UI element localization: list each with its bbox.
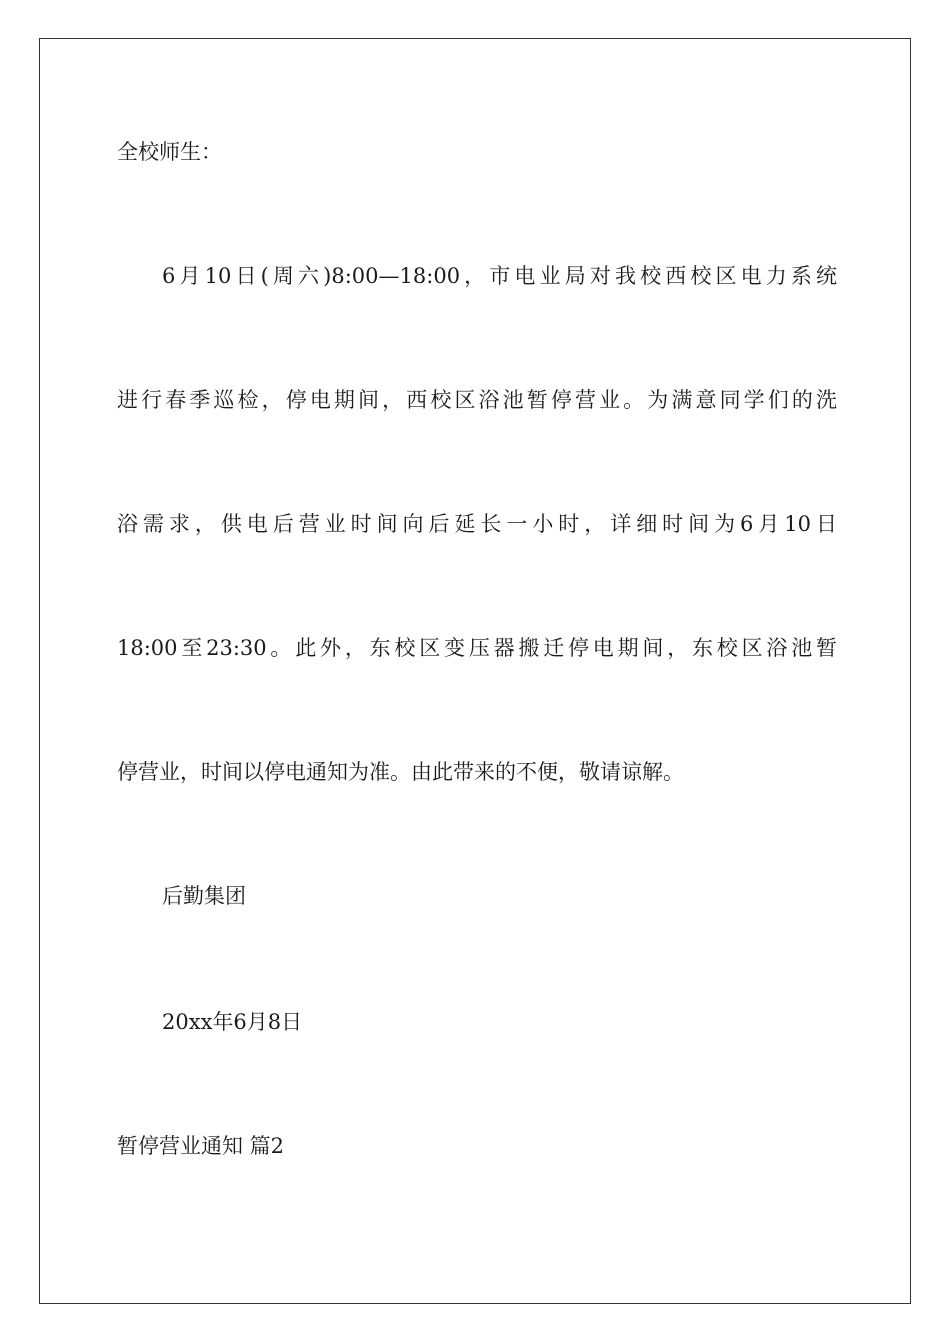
body-line-3: 浴需求，供电后营业时间向后延长一小时，详细时间为6月10日 — [117, 512, 837, 536]
section-title: 暂停营业通知 篇2 — [117, 1134, 285, 1158]
signature: 后勤集团 — [162, 884, 246, 908]
date: 20xx年6月8日 — [162, 1010, 303, 1034]
body-line-4: 18:00至23:30。此外，东校区变压器搬迁停电期间，东校区浴池暂 — [117, 636, 837, 660]
salutation: 全校师生： — [117, 140, 222, 164]
body-line-2: 进行春季巡检，停电期间，西校区浴池暂停营业。为满意同学们的洗 — [117, 388, 837, 412]
body-line-5: 停营业，时间以停电通知为准。由此带来的不便，敬请谅解。 — [117, 760, 684, 784]
body-line-1: 6月10日(周六)8:00—18:00，市电业局对我校西校区电力系统 — [162, 264, 837, 288]
page-border — [39, 38, 911, 1304]
